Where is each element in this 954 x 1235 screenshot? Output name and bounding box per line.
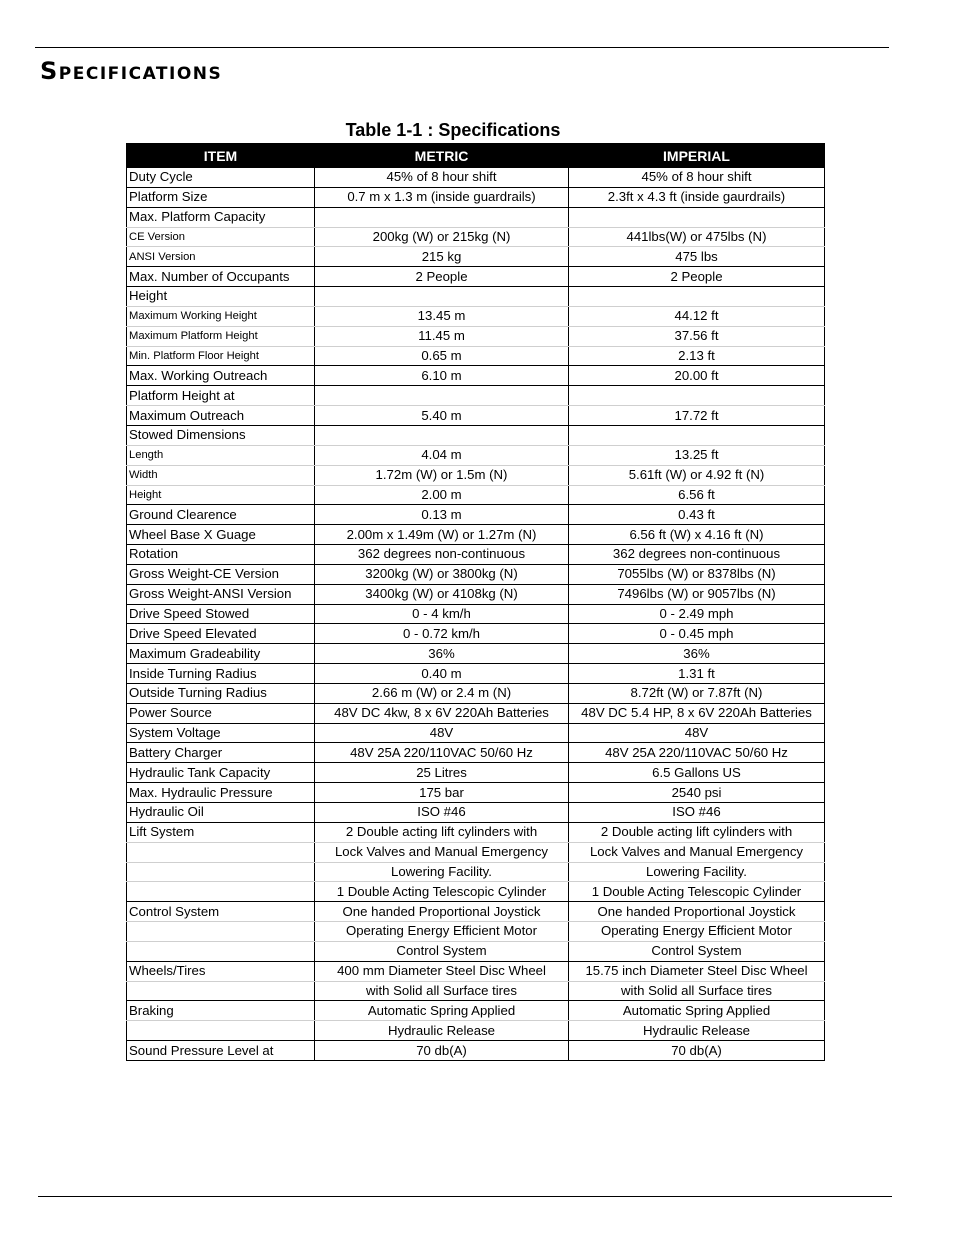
cell-item: Hydraulic Tank Capacity xyxy=(127,763,315,783)
cell-metric: 4.04 m xyxy=(315,445,569,465)
cell-item: Min. Platform Floor Height xyxy=(127,346,315,366)
cell-metric: 2.00 m xyxy=(315,485,569,505)
table-row xyxy=(127,783,825,803)
cell-metric: 2 Double acting lift cylinders with xyxy=(315,822,569,842)
table-row xyxy=(127,664,825,684)
cell-item: Max. Number of Occupants xyxy=(127,267,315,287)
cell-metric: 3200kg (W) or 3800kg (N) xyxy=(315,564,569,584)
table-row xyxy=(127,604,825,624)
cell-item: Drive Speed Stowed xyxy=(127,604,315,624)
cell-imperial: Lock Valves and Manual Emergency xyxy=(569,842,825,862)
cell-metric: 3400kg (W) or 4108kg (N) xyxy=(315,584,569,604)
table-row xyxy=(127,1001,825,1021)
cell-item: Inside Turning Radius xyxy=(127,664,315,684)
cell-metric: 0.7 m x 1.3 m (inside guardrails) xyxy=(315,187,569,207)
cell-metric: 48V DC 4kw, 8 x 6V 220Ah Batteries xyxy=(315,703,569,723)
table-row xyxy=(127,386,825,406)
cell-item: Length xyxy=(127,445,315,465)
table-row xyxy=(127,961,825,981)
cell-imperial: One handed Proportional Joystick xyxy=(569,902,825,922)
cell-imperial: 15.75 inch Diameter Steel Disc Wheel xyxy=(569,961,825,981)
cell-imperial: 6.56 ft (W) x 4.16 ft (N) xyxy=(569,525,825,545)
cell-metric: 6.10 m xyxy=(315,366,569,386)
cell-imperial: with Solid all Surface tires xyxy=(569,981,825,1001)
cell-item: Outside Turning Radius xyxy=(127,683,315,703)
cell-imperial: 48V xyxy=(569,723,825,743)
cell-imperial xyxy=(569,425,825,445)
cell-imperial: 2.13 ft xyxy=(569,346,825,366)
header-item: ITEM xyxy=(127,144,315,168)
table-row xyxy=(127,842,825,862)
cell-metric: 13.45 m xyxy=(315,306,569,326)
table-row xyxy=(127,406,825,426)
table-body xyxy=(127,168,825,1061)
cell-metric: 200kg (W) or 215kg (N) xyxy=(315,227,569,247)
cell-imperial: 20.00 ft xyxy=(569,366,825,386)
cell-item: Platform Height at xyxy=(127,386,315,406)
cell-imperial: 5.61ft (W) or 4.92 ft (N) xyxy=(569,465,825,485)
table-caption-text: Table 1-1 : Specifications xyxy=(345,120,561,140)
table-row xyxy=(127,187,825,207)
cell-metric xyxy=(315,207,569,227)
table-row xyxy=(127,465,825,485)
cell-item: Braking xyxy=(127,1001,315,1021)
cell-metric: 36% xyxy=(315,644,569,664)
cell-metric: 70 db(A) xyxy=(315,1041,569,1061)
table-row xyxy=(127,326,825,346)
cell-metric: with Solid all Surface tires xyxy=(315,981,569,1001)
bottom-rule xyxy=(38,1196,892,1197)
cell-item: Platform Size xyxy=(127,187,315,207)
cell-imperial: Control System xyxy=(569,941,825,961)
cell-item: Maximum Working Height xyxy=(127,306,315,326)
cell-imperial: 17.72 ft xyxy=(569,406,825,426)
table-row xyxy=(127,168,825,188)
cell-metric: 11.45 m xyxy=(315,326,569,346)
table-row xyxy=(127,703,825,723)
cell-imperial: 441lbs(W) or 475lbs (N) xyxy=(569,227,825,247)
cell-imperial: 48V DC 5.4 HP, 8 x 6V 220Ah Batteries xyxy=(569,703,825,723)
cell-item: Battery Charger xyxy=(127,743,315,763)
cell-item xyxy=(127,882,315,902)
cell-metric: Hydraulic Release xyxy=(315,1021,569,1041)
cell-metric: 215 kg xyxy=(315,247,569,267)
cell-metric: Operating Energy Efficient Motor xyxy=(315,922,569,942)
cell-item xyxy=(127,922,315,942)
table-row xyxy=(127,1021,825,1041)
cell-imperial: 7055lbs (W) or 8378lbs (N) xyxy=(569,564,825,584)
table-row xyxy=(127,822,825,842)
cell-item: CE Version xyxy=(127,227,315,247)
cell-item: Wheels/Tires xyxy=(127,961,315,981)
cell-imperial: 475 lbs xyxy=(569,247,825,267)
cell-item: Gross Weight-CE Version xyxy=(127,564,315,584)
cell-metric: 48V 25A 220/110VAC 50/60 Hz xyxy=(315,743,569,763)
table-row xyxy=(127,306,825,326)
table-row xyxy=(127,743,825,763)
cell-imperial: Automatic Spring Applied xyxy=(569,1001,825,1021)
cell-metric: 2.66 m (W) or 2.4 m (N) xyxy=(315,683,569,703)
cell-metric: 45% of 8 hour shift xyxy=(315,168,569,188)
cell-item: Ground Clearence xyxy=(127,505,315,525)
cell-item xyxy=(127,981,315,1001)
cell-imperial: ISO #46 xyxy=(569,803,825,823)
cell-item: ANSI Version xyxy=(127,247,315,267)
cell-imperial: 1 Double Acting Telescopic Cylinder xyxy=(569,882,825,902)
cell-imperial: 70 db(A) xyxy=(569,1041,825,1061)
table-row xyxy=(127,1041,825,1061)
cell-imperial: 2 People xyxy=(569,267,825,287)
cell-metric: 175 bar xyxy=(315,783,569,803)
cell-item: Maximum Gradeability xyxy=(127,644,315,664)
table-row xyxy=(127,882,825,902)
cell-item: Max. Hydraulic Pressure xyxy=(127,783,315,803)
table-row xyxy=(127,505,825,525)
cell-imperial: Operating Energy Efficient Motor xyxy=(569,922,825,942)
table-row xyxy=(127,624,825,644)
cell-imperial: 36% xyxy=(569,644,825,664)
table-row xyxy=(127,723,825,743)
table-row xyxy=(127,227,825,247)
cell-metric: 2.00m x 1.49m (W) or 1.27m (N) xyxy=(315,525,569,545)
cell-imperial: 0.43 ft xyxy=(569,505,825,525)
cell-item: Max. Platform Capacity xyxy=(127,207,315,227)
cell-item: System Voltage xyxy=(127,723,315,743)
cell-item xyxy=(127,1021,315,1041)
cell-imperial: 6.56 ft xyxy=(569,485,825,505)
cell-item xyxy=(127,842,315,862)
cell-imperial xyxy=(569,207,825,227)
table-row xyxy=(127,564,825,584)
cell-item: Gross Weight-ANSI Version xyxy=(127,584,315,604)
cell-metric: 0.65 m xyxy=(315,346,569,366)
cell-metric: 0 - 0.72 km/h xyxy=(315,624,569,644)
cell-item xyxy=(127,862,315,882)
cell-item: Height xyxy=(127,485,315,505)
table-row xyxy=(127,425,825,445)
cell-imperial: Lowering Facility. xyxy=(569,862,825,882)
cell-imperial: 48V 25A 220/110VAC 50/60 Hz xyxy=(569,743,825,763)
cell-imperial: 8.72ft (W) or 7.87ft (N) xyxy=(569,683,825,703)
cell-imperial: 0 - 2.49 mph xyxy=(569,604,825,624)
cell-imperial: 13.25 ft xyxy=(569,445,825,465)
cell-imperial: 44.12 ft xyxy=(569,306,825,326)
table-row xyxy=(127,346,825,366)
cell-item: Hydraulic Oil xyxy=(127,803,315,823)
table-row xyxy=(127,941,825,961)
cell-imperial: 2 Double acting lift cylinders with xyxy=(569,822,825,842)
table-row xyxy=(127,366,825,386)
cell-item: Control System xyxy=(127,902,315,922)
cell-imperial: 362 degrees non-continuous xyxy=(569,545,825,565)
cell-item: Maximum Outreach xyxy=(127,406,315,426)
cell-imperial: 37.56 ft xyxy=(569,326,825,346)
cell-metric: ISO #46 xyxy=(315,803,569,823)
table-row xyxy=(127,862,825,882)
table-row xyxy=(127,981,825,1001)
cell-metric xyxy=(315,386,569,406)
cell-imperial: 6.5 Gallons US xyxy=(569,763,825,783)
cell-imperial xyxy=(569,287,825,307)
table-row xyxy=(127,803,825,823)
cell-metric xyxy=(315,425,569,445)
section-heading: Specifications xyxy=(40,57,223,85)
cell-metric: Automatic Spring Applied xyxy=(315,1001,569,1021)
table-row xyxy=(127,247,825,267)
cell-metric: 1.72m (W) or 1.5m (N) xyxy=(315,465,569,485)
cell-item: Max. Working Outreach xyxy=(127,366,315,386)
cell-metric: 48V xyxy=(315,723,569,743)
cell-item: Maximum Platform Height xyxy=(127,326,315,346)
table-row xyxy=(127,445,825,465)
header-metric: METRIC xyxy=(315,144,569,168)
top-rule xyxy=(35,47,889,48)
cell-metric: 1 Double Acting Telescopic Cylinder xyxy=(315,882,569,902)
specifications-table xyxy=(126,143,825,1061)
cell-imperial: 2.3ft x 4.3 ft (inside gaurdrails) xyxy=(569,187,825,207)
cell-item: Stowed Dimensions xyxy=(127,425,315,445)
cell-item: Height xyxy=(127,287,315,307)
cell-metric: One handed Proportional Joystick xyxy=(315,902,569,922)
table-caption xyxy=(126,118,780,142)
cell-imperial: 7496lbs (W) or 9057lbs (N) xyxy=(569,584,825,604)
cell-metric: Lowering Facility. xyxy=(315,862,569,882)
table-row xyxy=(127,644,825,664)
table-row xyxy=(127,584,825,604)
cell-metric: 0.13 m xyxy=(315,505,569,525)
table-row xyxy=(127,485,825,505)
table-row xyxy=(127,525,825,545)
cell-metric: 400 mm Diameter Steel Disc Wheel xyxy=(315,961,569,981)
cell-item xyxy=(127,941,315,961)
cell-item: Power Source xyxy=(127,703,315,723)
cell-imperial: 45% of 8 hour shift xyxy=(569,168,825,188)
cell-item: Rotation xyxy=(127,545,315,565)
cell-metric: 5.40 m xyxy=(315,406,569,426)
cell-metric xyxy=(315,287,569,307)
cell-item: Drive Speed Elevated xyxy=(127,624,315,644)
table-row xyxy=(127,683,825,703)
cell-item: Wheel Base X Guage xyxy=(127,525,315,545)
table-row xyxy=(127,287,825,307)
cell-item: Sound Pressure Level at xyxy=(127,1041,315,1061)
cell-metric: Lock Valves and Manual Emergency xyxy=(315,842,569,862)
cell-metric: 0 - 4 km/h xyxy=(315,604,569,624)
cell-imperial: 1.31 ft xyxy=(569,664,825,684)
table-row xyxy=(127,545,825,565)
cell-imperial: 2540 psi xyxy=(569,783,825,803)
table-row xyxy=(127,902,825,922)
cell-metric: 25 Litres xyxy=(315,763,569,783)
cell-metric: 2 People xyxy=(315,267,569,287)
cell-item: Duty Cycle xyxy=(127,168,315,188)
table-row xyxy=(127,207,825,227)
cell-metric: Control System xyxy=(315,941,569,961)
table-row xyxy=(127,763,825,783)
table-row xyxy=(127,267,825,287)
table-row xyxy=(127,922,825,942)
header-imperial: IMPERIAL xyxy=(569,144,825,168)
cell-imperial: Hydraulic Release xyxy=(569,1021,825,1041)
cell-item: Lift System xyxy=(127,822,315,842)
cell-metric: 362 degrees non-continuous xyxy=(315,545,569,565)
table-header-row xyxy=(127,144,825,168)
cell-imperial xyxy=(569,386,825,406)
cell-imperial: 0 - 0.45 mph xyxy=(569,624,825,644)
cell-metric: 0.40 m xyxy=(315,664,569,684)
cell-item: Width xyxy=(127,465,315,485)
